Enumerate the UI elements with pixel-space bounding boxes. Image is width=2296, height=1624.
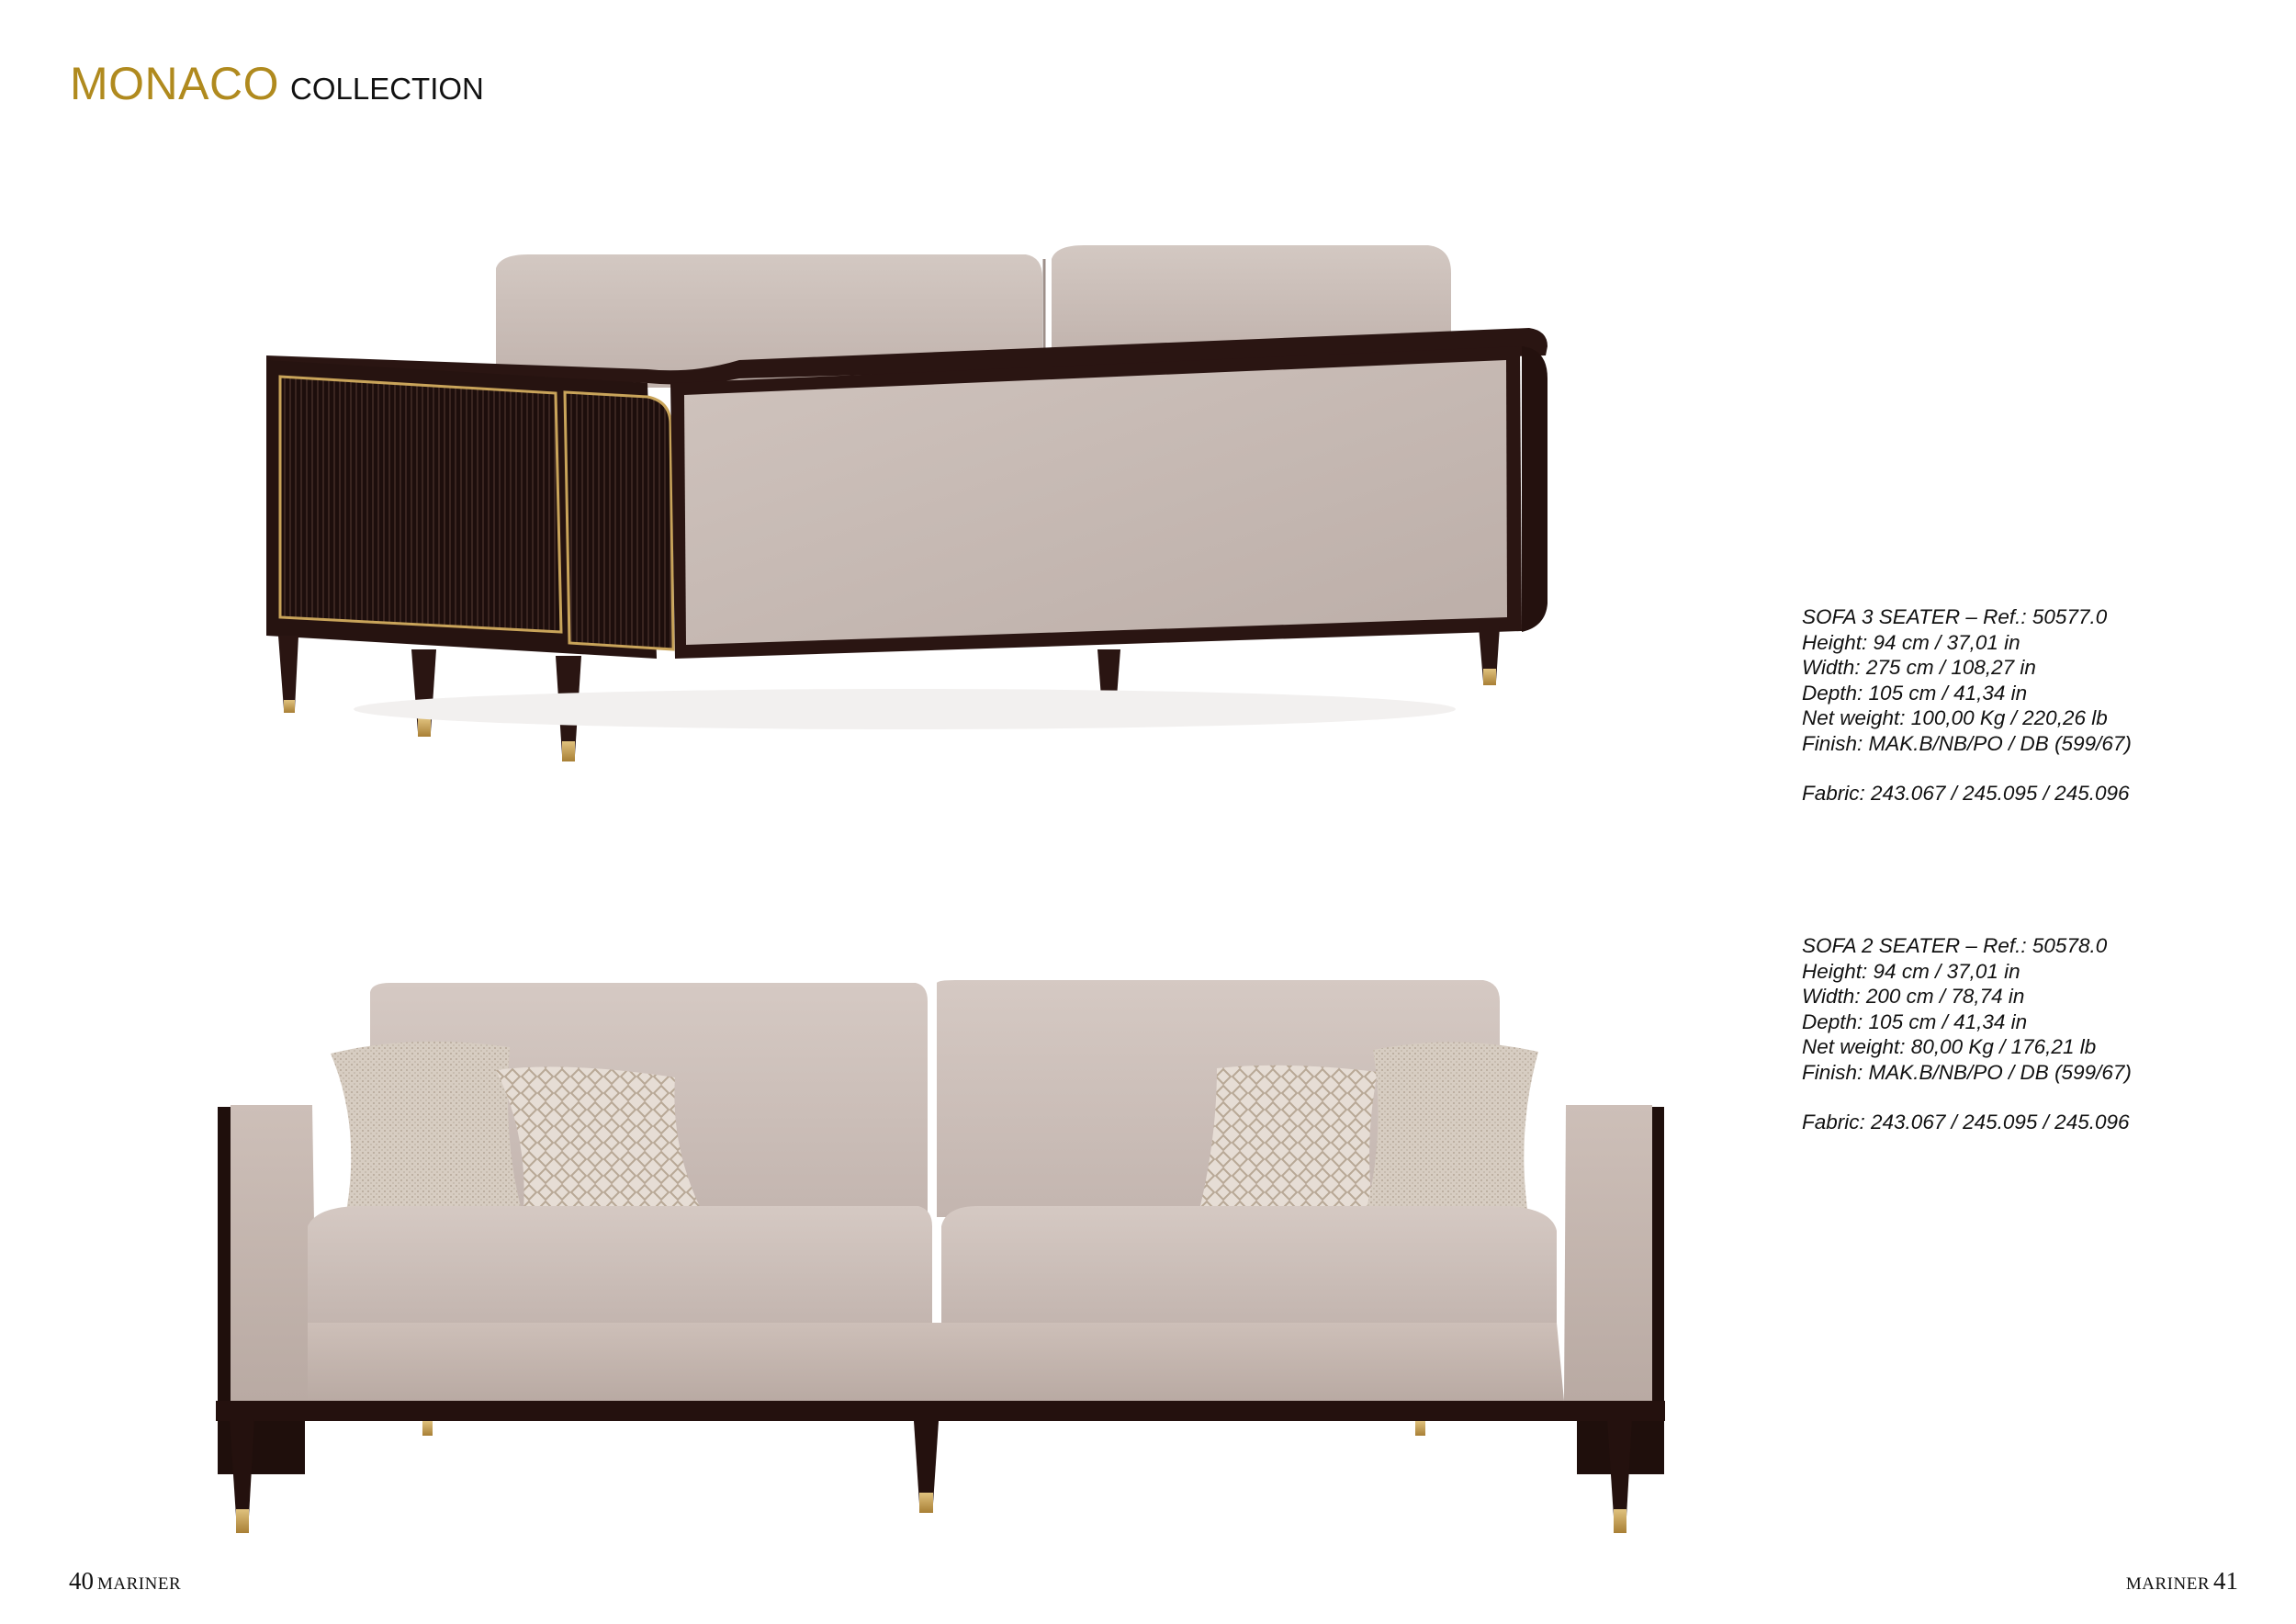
spec-depth: Depth: 105 cm / 41,34 in (1802, 1009, 2028, 1033)
spec-finish: Finish: MAK.B/NB/PO / DB (599/67) (1802, 731, 2132, 755)
spec-fabric: Fabric: 243.067 / 245.095 / 245.096 (1802, 782, 2130, 805)
collection-subtitle: COLLECTION (290, 72, 484, 106)
collection-title (70, 57, 484, 110)
sofa-3-seater-image (262, 231, 1584, 783)
sofa-2-seater-image (207, 969, 1676, 1546)
spec-depth: Depth: 105 cm / 41,34 in (1802, 681, 2028, 705)
collection-brand: MONACO (70, 58, 279, 109)
sofa-2-seater-specs (1802, 933, 2206, 1135)
spec-height: Height: 94 cm / 37,01 in (1802, 630, 2020, 654)
page-number-right: 41 (2213, 1567, 2238, 1595)
page-folio-right (2126, 1567, 2238, 1596)
page-number-left: 40 (69, 1567, 94, 1595)
page-folio-left (69, 1567, 181, 1596)
spec-fabric: Fabric: 243.067 / 245.095 / 245.096 (1802, 1111, 2130, 1133)
spec-finish: Finish: MAK.B/NB/PO / DB (599/67) (1802, 1060, 2132, 1084)
publication-name-right: MARINER (2125, 1574, 2210, 1594)
spec-title: SOFA 3 SEATER – Ref.: 50577.0 (1802, 605, 2108, 628)
spec-height: Height: 94 cm / 37,01 in (1802, 959, 2020, 983)
spec-width: Width: 275 cm / 108,27 in (1802, 656, 2036, 679)
spec-width: Width: 200 cm / 78,74 in (1802, 985, 2025, 1008)
spec-weight: Net weight: 80,00 Kg / 176,21 lb (1802, 1035, 2097, 1058)
sofa-3-seater-specs (1802, 604, 2206, 806)
spec-title: SOFA 2 SEATER – Ref.: 50578.0 (1802, 934, 2108, 957)
publication-name-left: MARINER (97, 1574, 182, 1594)
spec-weight: Net weight: 100,00 Kg / 220,26 lb (1802, 706, 2108, 729)
